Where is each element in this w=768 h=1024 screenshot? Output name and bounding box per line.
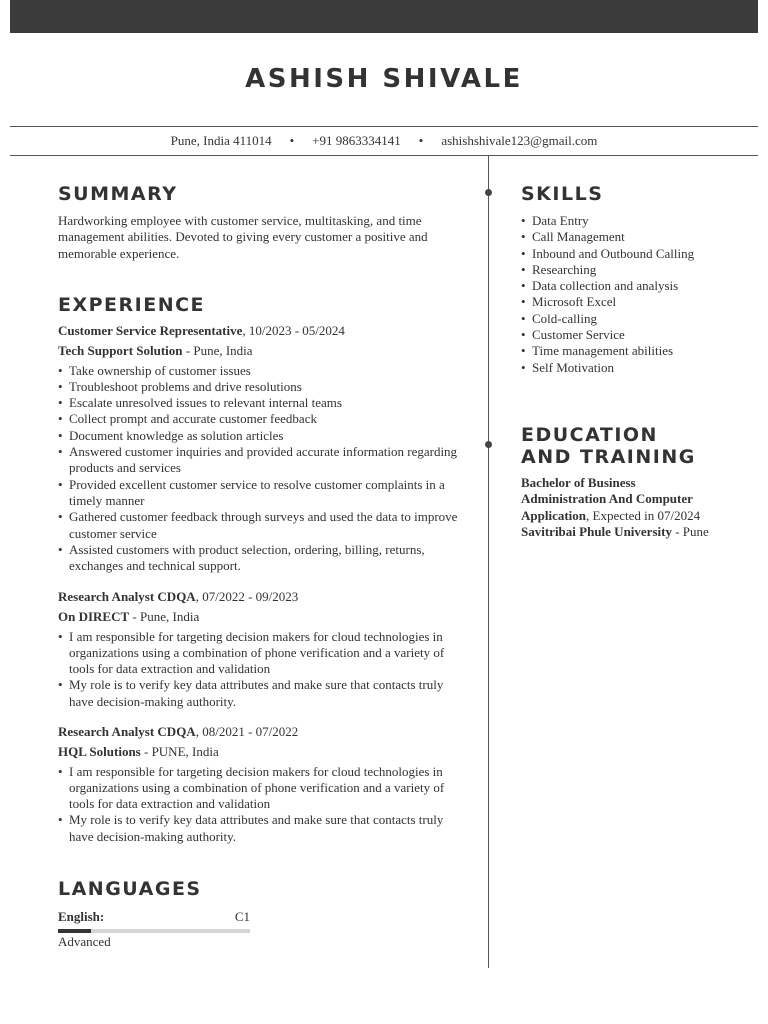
languages-heading: LANGUAGES (58, 878, 202, 900)
list-item: • Answered customer inquiries and provided accurate information regarding products and services (58, 444, 463, 477)
education-heading-line: AND TRAINING (521, 446, 696, 468)
list-item: • Call Management (521, 229, 711, 245)
list-item: • Assisted customers with product selection, ordering, billing, returns, exchanges and technical support. (58, 542, 463, 575)
list-item: • Document knowledge as solution articles (58, 428, 463, 444)
list-item: • Provided excellent customer service to resolve customer complaints in a timely manner (58, 477, 463, 510)
column-divider (488, 156, 489, 968)
language-proficiency-fill (58, 929, 91, 933)
school-line (521, 524, 721, 540)
list-item: • Troubleshoot problems and drive resolutions (58, 379, 463, 395)
contact-line (0, 133, 768, 149)
list-item: • Take ownership of customer issues (58, 363, 463, 379)
job-company-line (58, 343, 463, 359)
list-item: • Cold-calling (521, 311, 711, 327)
list-item: • My role is to verify key data attributes and make sure that contacts truly have decision-making authority. (58, 812, 463, 845)
list-item: • I am responsible for targeting decision makers for cloud technologies in organizations using a combination of phone verification and a variety of tools for data extraction and validation (58, 629, 463, 678)
list-item: • Inbound and Outbound Calling (521, 246, 711, 262)
job-bullets (58, 764, 463, 845)
education-entry (521, 475, 721, 540)
education-heading-line: EDUCATION (521, 424, 658, 446)
job-title: Customer Service Representative (58, 323, 243, 338)
list-item: • Escalate unresolved issues to relevant internal teams (58, 395, 463, 411)
list-item: • Microsoft Excel (521, 294, 711, 310)
job-title: Research Analyst CDQA (58, 589, 196, 604)
degree-name: Bachelor of Business Administration And Computer Application (521, 475, 693, 523)
skills-heading: SKILLS (521, 183, 604, 205)
list-item: • Customer Service (521, 327, 711, 343)
degree-status: , Expected in 07/2024 (586, 507, 701, 523)
list-item: • Time management abilities (521, 343, 711, 359)
job-company: On DIRECT (58, 609, 130, 625)
location-text: Pune, India 411014 (170, 133, 272, 148)
separator-dot: • (418, 133, 424, 148)
language-level-label: Advanced (58, 934, 111, 949)
timeline-dot (485, 189, 492, 196)
degree-line (521, 475, 721, 524)
job-entry (58, 589, 463, 710)
job-title-line (58, 589, 463, 605)
list-item: • Self Motivation (521, 360, 711, 376)
job-dates: , 08/2021 - 07/2022 (195, 724, 299, 739)
list-item: • Collect prompt and accurate customer feedback (58, 411, 463, 427)
job-bullets (58, 363, 463, 575)
job-location: - Pune, India (129, 609, 200, 625)
language-proficiency-bar (58, 929, 250, 933)
email-link[interactable]: ashishshivale123@gmail.com (441, 133, 598, 148)
list-item: • Data collection and analysis (521, 278, 711, 294)
divider (10, 126, 758, 127)
phone-text: +91 9863334141 (312, 133, 401, 148)
job-company: HQL Solutions (58, 744, 141, 760)
school-name: Savitribai Phule University (521, 523, 672, 539)
job-company-line (58, 744, 463, 760)
list-item: • Gathered customer feedback through surveys and used the data to improve customer service (58, 509, 463, 542)
language-level-code: C1 (234, 909, 250, 924)
job-title-line (58, 724, 463, 740)
job-location: - Pune, India (182, 343, 253, 359)
summary-text: Hardworking employee with customer service, multitasking, and time management abilities. Devoted to giving every customer a positive and memorable experience. (58, 213, 428, 261)
list-item: • Researching (521, 262, 711, 278)
timeline-dot (485, 441, 492, 448)
job-entry (58, 724, 463, 845)
job-company-line (58, 609, 463, 625)
list-item: • Data Entry (521, 213, 711, 229)
header-bar (10, 0, 758, 33)
job-company: Tech Support Solution (58, 343, 183, 359)
language-row (58, 909, 250, 925)
job-dates: , 07/2022 - 09/2023 (195, 589, 299, 604)
job-title: Research Analyst CDQA (58, 724, 196, 739)
summary-heading: SUMMARY (58, 183, 178, 205)
separator-dot: • (289, 133, 295, 148)
list-item: • My role is to verify key data attributes and make sure that contacts truly have decision-making authority. (58, 677, 463, 710)
skills-list (521, 213, 711, 376)
list-item: • I am responsible for targeting decision makers for cloud technologies in organizations using a combination of phone verification and a variety of tools for data extraction and validation (58, 764, 463, 813)
school-location: - Pune (671, 523, 709, 539)
education-heading (521, 424, 696, 468)
divider (10, 155, 758, 156)
job-dates: , 10/2023 - 05/2024 (242, 323, 345, 338)
job-entry (58, 323, 463, 574)
job-location: - PUNE, India (140, 744, 219, 760)
candidate-name: ASHISH SHIVALE (245, 64, 523, 94)
experience-heading: EXPERIENCE (58, 294, 206, 316)
job-title-line (58, 323, 463, 339)
job-bullets (58, 629, 463, 710)
language-name: English: (58, 909, 105, 924)
